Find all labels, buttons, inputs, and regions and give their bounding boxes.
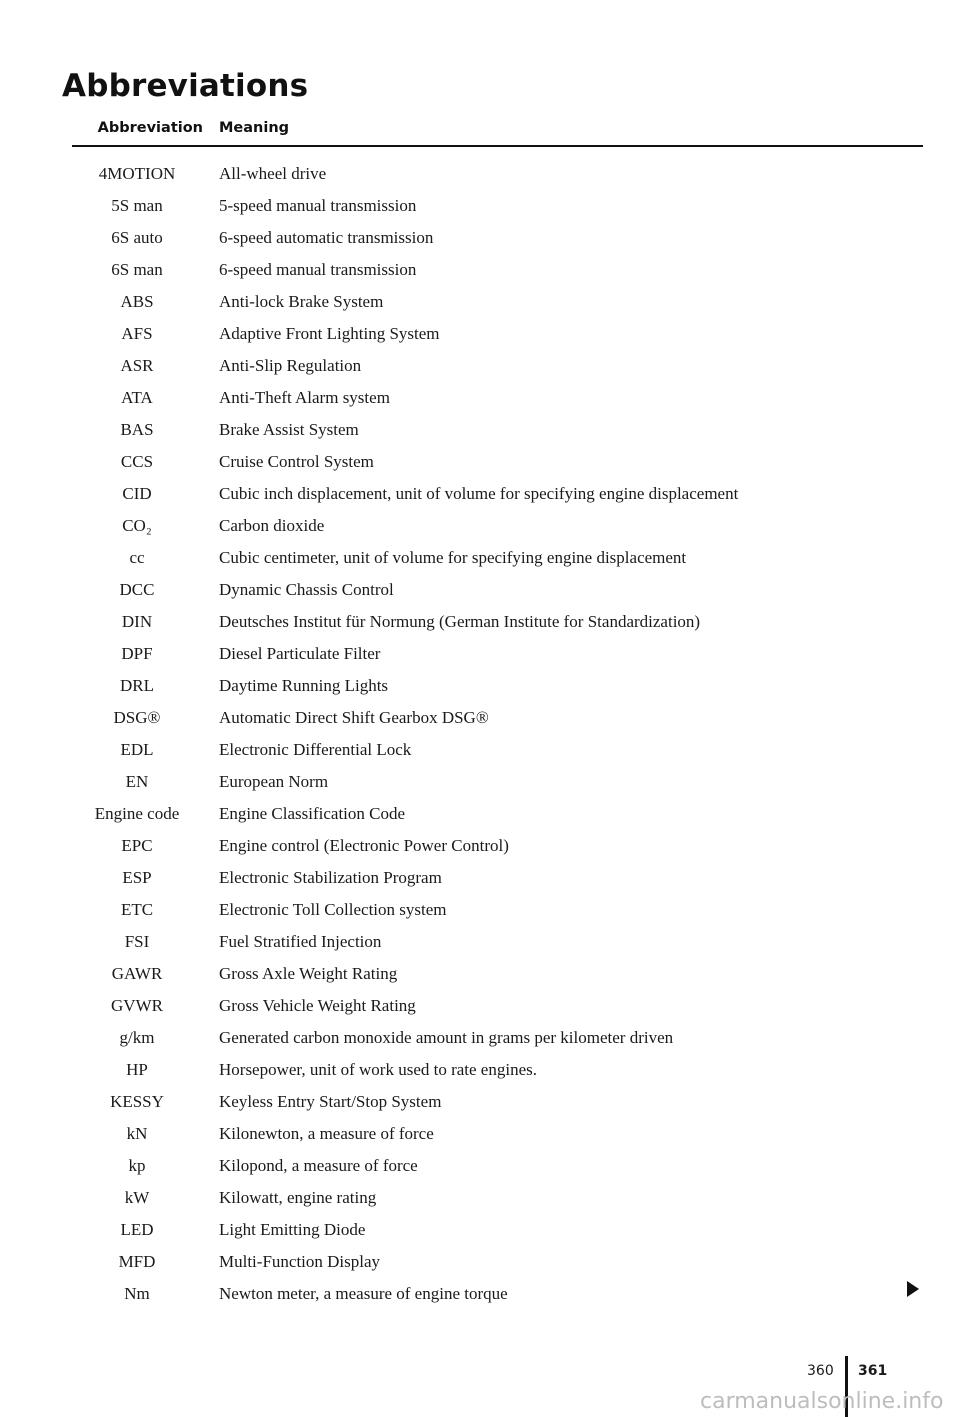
- watermark: carmanualsonline.info: [700, 1389, 944, 1414]
- abbreviation-cell: GVWR: [111, 996, 163, 1015]
- page-title: Abbreviations: [62, 68, 309, 104]
- abbreviation-cell: ESP: [122, 868, 152, 887]
- table-row: [0, 990, 960, 1022]
- meaning-cell: Anti-Theft Alarm system: [219, 388, 390, 407]
- abbreviation-cell: MFD: [118, 1252, 156, 1271]
- abbreviation-cell: AFS: [121, 324, 153, 343]
- meaning-cell: Kilopond, a measure of force: [219, 1156, 418, 1175]
- meaning-column-header: Meaning: [219, 120, 290, 136]
- table-row: [0, 1022, 960, 1054]
- table-row: [0, 702, 960, 734]
- table-row: [0, 158, 960, 190]
- abbreviation-cell: 6S auto: [111, 228, 163, 247]
- meaning-cell: European Norm: [219, 772, 329, 791]
- table-row: [0, 510, 960, 542]
- abbreviation-cell: CCS: [120, 452, 154, 471]
- table-row: [0, 734, 960, 766]
- abbreviation-cell: Engine code: [94, 804, 180, 823]
- table-header: [0, 120, 960, 144]
- abbreviation-cell: g/km: [119, 1028, 155, 1047]
- page-number-right: 361: [858, 1363, 888, 1379]
- meaning-cell: Fuel Stratified Injection: [219, 932, 382, 951]
- meaning-cell: Cubic centimeter, unit of volume for specifying engine displacement: [219, 548, 687, 567]
- meaning-cell: Kilonewton, a measure of force: [219, 1124, 434, 1143]
- abbreviation-cell: ETC: [120, 900, 154, 919]
- table-row: [0, 286, 960, 318]
- meaning-cell: Keyless Entry Start/Stop System: [219, 1092, 442, 1111]
- meaning-cell: Cubic inch displacement, unit of volume for specifying engine displacement: [219, 484, 739, 503]
- abbreviation-cell: DCC: [119, 580, 155, 599]
- table-row: [0, 254, 960, 286]
- abbreviation-cell: BAS: [120, 420, 154, 439]
- abbreviation-cell: LED: [120, 1220, 154, 1239]
- abbreviation-cell: Nm: [124, 1284, 150, 1303]
- table-row: [0, 1054, 960, 1086]
- meaning-cell: Anti-Slip Regulation: [219, 356, 362, 375]
- table-row: [0, 382, 960, 414]
- abbreviation-cell: EPC: [121, 836, 153, 855]
- abbreviation-cell: CO₂: [122, 516, 152, 535]
- table-row: [0, 766, 960, 798]
- meaning-cell: Daytime Running Lights: [219, 676, 389, 695]
- meaning-cell: 6-speed automatic transmission: [219, 228, 434, 247]
- abbreviation-cell: EDL: [120, 740, 154, 759]
- meaning-cell: Electronic Differential Lock: [219, 740, 412, 759]
- table-row: [0, 894, 960, 926]
- meaning-cell: Deutsches Institut für Normung (German Institute for Standardization): [219, 612, 701, 631]
- meaning-cell: Light Emitting Diode: [219, 1220, 366, 1239]
- next-page-arrow-icon[interactable]: [907, 1281, 919, 1297]
- page-number-left: 360: [807, 1363, 834, 1379]
- table-row: [0, 318, 960, 350]
- table-row: [0, 414, 960, 446]
- meaning-cell: Generated carbon monoxide amount in grams per kilometer driven: [219, 1028, 674, 1047]
- meaning-cell: Carbon dioxide: [219, 516, 325, 535]
- meaning-cell: Adaptive Front Lighting System: [219, 324, 440, 343]
- table-row: [0, 542, 960, 574]
- meaning-cell: Brake Assist System: [219, 420, 359, 439]
- abbreviation-cell: KESSY: [110, 1092, 164, 1111]
- abbreviation-column-header: Abbreviation: [97, 120, 203, 136]
- meaning-cell: 5-speed manual transmission: [219, 196, 417, 215]
- meaning-cell: Diesel Particulate Filter: [219, 644, 381, 663]
- table-row: [0, 1118, 960, 1150]
- meaning-cell: Anti-lock Brake System: [219, 292, 384, 311]
- abbreviation-cell: EN: [125, 772, 149, 791]
- abbreviation-cell: HP: [126, 1060, 148, 1079]
- meaning-cell: Gross Vehicle Weight Rating: [219, 996, 416, 1015]
- meaning-cell: Engine control (Electronic Power Control): [219, 836, 509, 855]
- meaning-cell: Engine Classification Code: [219, 804, 406, 823]
- meaning-cell: Electronic Stabilization Program: [219, 868, 442, 887]
- meaning-cell: Electronic Toll Collection system: [219, 900, 447, 919]
- meaning-cell: Horsepower, unit of work used to rate engines.: [219, 1060, 537, 1079]
- table-row: [0, 958, 960, 990]
- table-row: [0, 606, 960, 638]
- meaning-cell: All-wheel drive: [219, 164, 327, 183]
- abbreviation-cell: kW: [124, 1188, 150, 1207]
- table-row: [0, 1182, 960, 1214]
- table-row: [0, 1278, 960, 1310]
- table-row: [0, 670, 960, 702]
- abbreviation-cell: FSI: [124, 932, 150, 951]
- meaning-cell: 6-speed manual transmission: [219, 260, 417, 279]
- meaning-cell: Cruise Control System: [219, 452, 374, 471]
- table-row: [0, 926, 960, 958]
- abbreviation-cell: CID: [122, 484, 152, 503]
- table-row: [0, 446, 960, 478]
- abbreviation-cell: ATA: [121, 388, 153, 407]
- abbreviation-cell: DRL: [120, 676, 154, 695]
- meaning-cell: Dynamic Chassis Control: [219, 580, 394, 599]
- meaning-cell: Kilowatt, engine rating: [219, 1188, 377, 1207]
- table-row: [0, 798, 960, 830]
- abbreviation-cell: 6S man: [111, 260, 163, 279]
- abbreviation-cell: kp: [128, 1156, 146, 1175]
- table-row: [0, 574, 960, 606]
- abbreviation-table: [0, 158, 960, 1310]
- meaning-cell: Newton meter, a measure of engine torque: [219, 1284, 508, 1303]
- abbreviation-cell: ABS: [120, 292, 154, 311]
- abbreviation-cell: DIN: [121, 612, 153, 631]
- header-divider: [72, 145, 923, 147]
- table-row: [0, 190, 960, 222]
- table-row: [0, 830, 960, 862]
- table-row: [0, 1246, 960, 1278]
- abbreviation-cell: DSG®: [113, 708, 161, 727]
- abbreviation-cell: 4MOTION: [98, 164, 176, 183]
- abbreviation-cell: kN: [126, 1124, 148, 1143]
- meaning-cell: Gross Axle Weight Rating: [219, 964, 398, 983]
- table-row: [0, 350, 960, 382]
- table-row: [0, 1150, 960, 1182]
- table-row: [0, 1214, 960, 1246]
- abbreviation-cell: 5S man: [111, 196, 163, 215]
- meaning-cell: Automatic Direct Shift Gearbox DSG®: [219, 708, 489, 727]
- table-row: [0, 862, 960, 894]
- abbreviation-cell: GAWR: [111, 964, 163, 983]
- abbreviation-cell: cc: [129, 548, 145, 567]
- table-row: [0, 222, 960, 254]
- table-row: [0, 638, 960, 670]
- abbreviation-cell: DPF: [121, 644, 153, 663]
- meaning-cell: Multi-Function Display: [219, 1252, 381, 1271]
- table-row: [0, 478, 960, 510]
- table-row: [0, 1086, 960, 1118]
- abbreviation-cell: ASR: [120, 356, 154, 375]
